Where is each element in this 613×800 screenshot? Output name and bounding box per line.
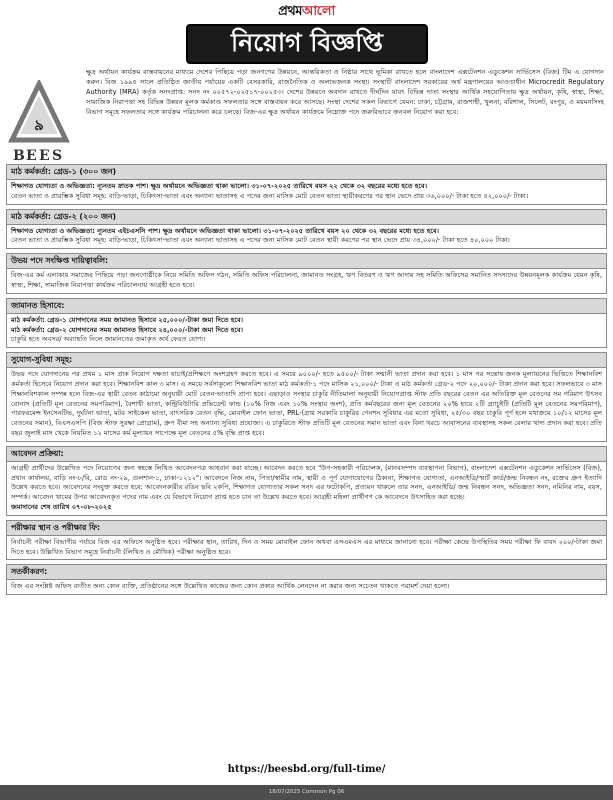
deposit-grade1: মাঠ কর্মকর্তা: গ্রেড-১ যোগদানের সময় জামানত হিসাবে ২৫,০০০/-টাকা জমা দিতে হবে। [11, 315, 243, 324]
caution-text: বিজ এর সংশ্লিষ্ট অফিস ব্যতীত অন্য কোন ব্যক্তি, প্রতিষ্ঠানের সঙ্গে উল্লেখিত কাজের জন্য কোন প্রকার আর্থিক লেনদেন না করার জন্য সচেতন থাকতে পরামর্শ দেয়া হলো। [6, 580, 607, 595]
page-footer: 18/07/2025 Common Pg 06 [0, 785, 613, 800]
duties-heading: উভয় পদে সংক্ষিপ্ত দায়িত্বাবলি: [6, 253, 607, 269]
grade1-heading: মাঠ কর্মকর্তা: গ্রেড-১ (৩০০ জন) [6, 164, 607, 180]
logo-letter: E [39, 148, 50, 164]
website-url[interactable]: https://beesbd.org/full-time/ [227, 764, 386, 775]
exam-text: নির্বাচনী পরীক্ষা বিভাগীয় পর্যায়ে বিজ এর অফিসে অনুষ্ঠিত হবে। পরীক্ষার স্থান, তারিখ, দিন ও সময় মোবাইল ফোন অথবা এসএমএস এর মাধ্যমে জানানো হবে। পরীক্ষা কেন্দ্রে উপস্থিতির সময় পরীক্ষা ফি বাবদ ২০০/-টাকা জমা দিতে হবে। উল্লিখিত বিভাগ সমূহে নির্বাচনী (লিখিত ও মৌখিক) পরীক্ষা অনুষ্ঠিত হবে। [6, 536, 607, 561]
logo-letter: E [26, 148, 37, 164]
application-deadline: জমাদানের শেষ তারিখ ০৭-০৮-২০২৫ [11, 502, 112, 511]
logo-letter: S [52, 148, 63, 164]
deposit-heading: জামানত হিসাবে: [6, 298, 607, 314]
application-body [6, 462, 607, 516]
exam-heading: পরীক্ষার স্থান ও পরীক্ষার ফি: [6, 520, 607, 536]
logo-letter: B [13, 148, 25, 164]
newspaper-masthead [0, 2, 613, 23]
caution-heading: সতর্কীকরণ: [6, 564, 607, 580]
grade2-qualification: শিক্ষাগত যোগ্যতা ও অভিজ্ঞতা: ন্যূনতম এইচএসসি পাশ। ক্ষুদ্র অর্থায়নে অভিজ্ঞতা থাকা ভালো। ৩১-০৭-২০২৫ তারিখে বয়স ২০ থেকে ৩২ বছরের মধ্যে হতে হবে। [11, 226, 440, 235]
masthead-part1: প্রথম [278, 4, 302, 19]
benefits-heading: সুযোগ-সুবিধা সমূহ: [6, 352, 607, 368]
masthead-part2: আলো [301, 4, 335, 19]
duties-text: বিজ-এর কর্ম এলাকায় সমাজের পিছিয়ে পড়া জনগোষ্ঠীকে নিয়ে সমিতি অফিস গঠন, সমিতি অফিস পরিচালনা, জামানত সংগ্রহ, ঋণ বিতরণ ও ঋণ আদায় সহ সমিতি অফিসের সমানিত সদস্যদের উন্নয়নমূলক কার্যক্রম যেমন কৃষি, স্বাস্থ্য, শিক্ষা, সামাজিক নিরাপত্তা কার্যক্রম পরিচালনায় আগ্রহী হতে হবে। [6, 269, 607, 294]
notice-title: নিয়োগ বিজ্ঞপ্তি [186, 24, 428, 64]
grade2-body [6, 225, 607, 250]
notice-body [6, 160, 607, 595]
grade2-salary: বেতন ভাতা ও প্রারম্ভিক সুবিধা সমূহ: বাড়ি-ভাড়া, চিকিৎসা-ভাতা এবং অন্যান্য ভাতাসহ এ পদের জন্য মাসিক মোট বেতন স্থায়ী করণের পর স্থান ভেদে প্রায় ৩৪,০০০/- টাকা হতে ৪০,০০০ টাকা। [11, 236, 510, 245]
grade1-salary: বেতন ভাতা ও প্রারম্ভিক সুবিধা সমূহ: বাড়ি-ভাড়া, চিকিৎসা-ভাতা এবং অন্যান্য ভাতাসহ এ পদের জন্য মাসিক মোট বেতন ভাতা স্থায়ীকরণের পর স্থান ভেদে প্রায় ৩৬,০০০/- টাকা হতে ৪২,০০০/- টাকা। [11, 191, 529, 200]
application-text: আগ্রহী প্রার্থীদের উল্লেখিত পদে নিয়োগের জন্য স্বহস্তে লিখিত আবেদনপত্র আহবান করা যাচ্ছে। আবেদন করতে হবে "উপ-সহকারী পরিচালক, (মানবসম্পদ ব্যবস্থাপনা বিভাগ), বাংলাদেশ এক্সটেনশন এডুকেশন সার্ভিসেস (বিজ), প্রধান কার্যালয়, বাড়ি নং-৮/বি, রোড নং-২৯, গুলশান-১, ঢাকা-১২১২"। আবেদনে নিজ নাম, পিতা/স্বামীর নাম, স্থায়ী ও পূর্ণ যোগাযোগের ঠিকানা, শিক্ষাগত যোগ্যতা, এনআইডি/স্মার্ট কার্ড/জন্ম নিবন্ধন নং, রক্তের গ্রুপ ইত্যাদি উল্লেখ করতে হবে। আবেদনের সংযুক্ত করতে হবে: আবেদনকারীর রঙিন ছবি ২কপি, শিক্ষাগত যোগ্যতার সকল সনদ এর ফটোকপি, প্রত্যয়ন থাকলে তার সনদ, এনআইডি/ জন্ম নিবন্ধন সনদ, অভিজ্ঞতা সনদ, নমিনির নাম, বয়স, সম্পর্ক। আবেদন খামের উপর আবেদনকৃত পদের নাম এবং যে বিভাগে নিয়োগ প্রাপ্ত হতে চান তা উল্লেখ করতে হবে। আগ্রহী মহিলা প্রার্থীগণ কে আবেদনে উৎসাহিত করা হচ্ছে। [11, 463, 602, 502]
grade1-qualification: শিক্ষাগত যোগ্যতা ও অভিজ্ঞতা: ন্যূনতম স্নাতক পাশ। ক্ষুদ্র অর্থায়নে অভিজ্ঞতা থাকা ভালো। ৩১-০৭-২০২৫ তারিখে বয়স ২২ থেকে ৩২ বছরের মধ্যে হতে হবে। [11, 182, 428, 190]
grade1-body [6, 180, 607, 205]
benefits-text: উভয় পদে যোগদানের পর প্রথম ১ মাস প্রাক নিয়োগ দক্ষতা যাচাই/প্রশিক্ষণে অংশগ্রহণ করতে হবে। এ সময়ে ৯০০০/- হতে ৯৫০০/- টাকা সম্মানী ভাতা প্রদান করা হবে। ১ মাস পর সন্তোষ জনক মূল্যায়নের ভিত্তিতে শিক্ষানবিশ কর্মকর্তা হিসেবে নিয়োগ প্রদান করা হবে। শিক্ষানবিশ কাল ৩ মাস। এ সময়ে সর্বসাকুল্যে শিক্ষানবিশ ভাতা মাঠ কর্মকর্তা-১ পদে মাসিক ২১,০০০/- টাকা ও মাঠ কর্মকর্তা গ্রেড-২ পদে ২০,০০০/- টাকা প্রদান করা হবে। সফলভাবে ৩ মাস শিক্ষানবিশকাল সম্পন্ন হলে বিজ-এর স্থায়ী বেতন কাঠামো অনুযায়ী মোট বেতন-ভাতাদি প্রাপ্য হবে। এছাড়াও সংস্থার চাকুরি নীতিমালা অনুযায়ী নিয়োগপ্রাপ্ত স্টাফ প্রতি বছরের বেতন এর অতিরিক্ত মূল বেতনের সম পরিমাণ উৎসব বোনাস (প্রতিটি মূল বেতনের সমপরিমাণ), বৈশাখী ভাতা, কন্ট্রিবিউটারি প্রভিডেন্ট ফান্ড (১০% নিজ এবং ১০% সংস্থার অংশ), প্রতি কর্মবছরের জন্য মূল বেতনের ২০% হারে ২টি গ্র্যাচুইটি (প্রতিটি মূল বেতনের সমপরিমাণ), পারফরমেন্স ইনসেনটিভ, দুর্ঘটনা ভাতা, মটর সাইকেল ভাতা, বাৎসরিক বেতন বৃদ্ধি, মোবাইল ফোন ভাতা, PRL-(গ্রায় সরকারি চাকুরির পেনশন সুবিধার এর মতো সুবিধা, ২৫/৩০ বছর চাকুরি পূর্ণ হলে যথাক্রমে ১০/১২ মাসের মূল বেতনের সমান), বিএসএসপি (বিজ স্টাফ সুরক্ষা প্রোগ্রাম), গ্রুপ বীমা সহ অন্যান্য সুবিধা প্রযোজ্য। এ চাকুরিতে স্টাফ প্রতিটি মূল বেতনের সমান ভাতা এবং বিনা খরচে আবাসনের ব্যবস্থাসহ সকল বেলার খাদ্য প্রদান করা হবে। প্রতি বছর জুলাই মাস থেকে নিয়মিত ১২ মাসের কর্ম মূল্যায়ন সাপেক্ষে মূল বেতনের ৫% বৃদ্ধি প্রাপ্ত হবে। [6, 368, 607, 442]
deposit-body [6, 314, 607, 348]
logo-number: ৯ [34, 116, 44, 134]
grade2-heading: মাঠ কর্মকর্তা: গ্রেড-২ (২০০ জন) [6, 209, 607, 225]
deposit-refund: চাকুরি হতে অবসর/ অব্যাহতি নিলে জামানতের জমাকৃত অর্থ ফেরত যোগ্য। [11, 335, 206, 344]
deposit-grade2: মাঠ কর্মকর্তা: গ্রেড-২ যোগদানের সময় জামানত হিসাবে ২৪,০০০/-টাকা জমা দিতে হবে। [11, 325, 244, 334]
application-heading: আবেদন প্রক্রিয়া: [6, 446, 607, 462]
intro-paragraph: ক্ষুদ্র অর্থায়ন কার্যক্রম বাস্তবায়নের মাধ্যমে দেশের পিছিয়ে পড়া জনগণের উন্নয়নে, আন্তরিকতা ও নিষ্ঠার সাথে ভূমিকা রাখতে হলে বাংলাদেশ এক্সটেনশন এডুকেশন সার্ভিসেস (বিজ) টিম এ যোগদান করুন। বিজ ১৯৯৫ সালে প্রতিষ্ঠিত জাতীয় পর্যায়ের একটি বেসরকারি, রাজনৈতিক ও অলাভজনক সংস্থা। সংস্থাটি বাংলাদেশ সরকারের অর্থ মন্ত্রণালয়ের আওতাধীন Microcredit Regulatory Authority (MRA) কর্তৃক সনদপ্রাপ্ত: সনদ নং ০০৫৭২-০২৫১৭-০০২৫৩। দেশের উন্নয়নে অবদান রাখতে দীর্ঘদিন যাবৎ বিভিন্ন দাতা সংস্থার আর্থিক সহযোগিতায় ক্ষুদ্র অর্থায়ন, কৃষি, স্বাস্থ্য, শিক্ষা, সামাজিক নিরাপত্তা সহ বিভিন্ন উন্নয়ন মূলক কর্মকাণ্ড সফলতার সঙ্গে বাস্তবায়ন করে আসছে। সংস্থা দেশের সকল বিভাগে যেমন: ঢাকা, চট্টগ্রাম, রাজশাহী, খুলনা, বরিশাল, সিলেট, রংপুর, ও ময়মনসিংহ বিভাগ সমূহে সফলতার সঙ্গে কার্যক্রম পরিচালনা করে চলছে। বিজ-এর ক্ষুদ্র অর্থায়ন কার্যক্রমে নিম্নোক্ত পদে জরুরিভাবে জনবল নিয়োগ করা হবে: [86, 68, 604, 116]
